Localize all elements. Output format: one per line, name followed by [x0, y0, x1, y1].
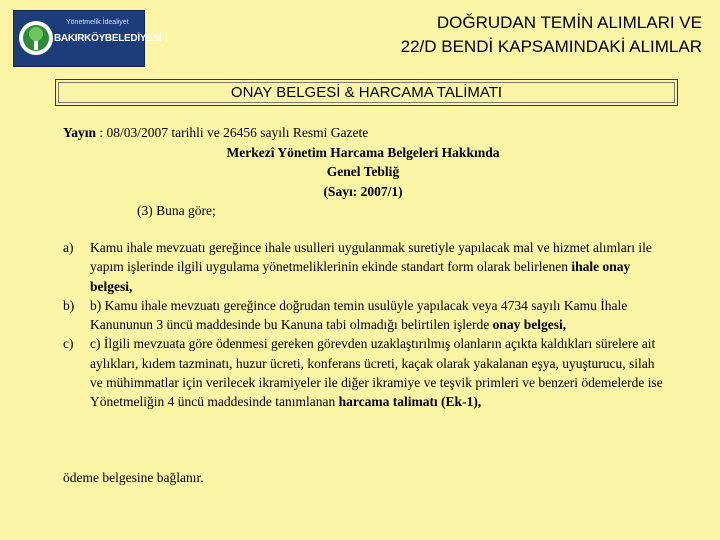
list-item-text: Kamu ihale mevzuatı gereğince ihale usulleri uygulanmak suretiyle yapılacak mal ve hizmet alımları ile yapım işlerinde ilgili uygulama yönetmeliklerinin ekinde standart form olarak belirlenen ihale onay belgesi,	[90, 240, 652, 294]
slide-title-line-2: 22/D BENDİ KAPSAMINDAKİ ALIMLAR	[400, 37, 702, 56]
header-box-label: ONAY BELGESİ & HARCAMA TALİMATI	[58, 82, 675, 103]
logo-name: BAKIRKÖYBELEDİYESİ	[54, 33, 162, 44]
publication-title-2: Genel Tebliğ	[326, 164, 400, 179]
list-item-bold: onay belgesi,	[492, 317, 567, 333]
list-item-text: b) Kamu ihale mevzuatı gereğince doğrudan temin usulüyle yapılacak veya 4734 sayılı Kamu İhale Kanununun 3 üncü maddesinde bu Kanuna tabi olmadığı belirtilen işlerde onay belgesi,	[90, 297, 628, 333]
list-item	[63, 334, 663, 411]
publication-text: : 08/03/2007 tarihli ve 26456 sayılı Resmi Gazete	[96, 125, 369, 140]
footer-text: ödeme belgesine bağlanır.	[63, 470, 204, 485]
list-marker: b)	[63, 297, 75, 313]
publication-info	[63, 123, 663, 221]
publication-clause: (3) Buna göre;	[137, 203, 216, 218]
list-marker: a)	[63, 240, 74, 255]
list-item	[63, 296, 663, 335]
publication-line	[63, 123, 663, 143]
logo-subtitle: Yönetmelik İdealiyet	[66, 19, 129, 26]
list-marker: c)	[63, 336, 74, 352]
list-item-bold: harcama talimatı (Ek-1),	[338, 394, 482, 410]
item-list	[63, 238, 663, 412]
slide-title-line-1: DOĞRUDAN TEMİN ALIMLARI VE	[436, 13, 702, 32]
publication-label: Yayın	[63, 125, 97, 140]
slide-title	[401, 11, 702, 59]
tree-emblem-icon	[18, 19, 54, 57]
list-item-text: c) İlgili mevzuata göre ödenmesi gereken görevden uzaklaştırılmış olanların açıkta kaldıkları sürelere ait aylıkları, kıdem tazminatı, huzur ücreti, konferans ücreti, kaçak olarak yakalanan eşya, uyuşturucu, silah ve mühimmatlar için verilecek ikramiyeler ile diğer ikramiye ve teşvik primleri ve benzeri ödemelerde ise Yönetmeliğin 4 üncü maddesinde tanımlanan harcama talimatı (Ek-1),	[90, 336, 663, 410]
publication-title-1: Merkezî Yönetim Harcama Belgeleri Hakkında	[226, 144, 500, 160]
municipality-logo	[13, 10, 162, 67]
list-item-bold: ihale onay belgesi,	[90, 259, 631, 294]
publication-title-3: (Sayı: 2007/1)	[323, 183, 403, 199]
list-item	[63, 238, 663, 296]
header-box	[55, 79, 678, 106]
